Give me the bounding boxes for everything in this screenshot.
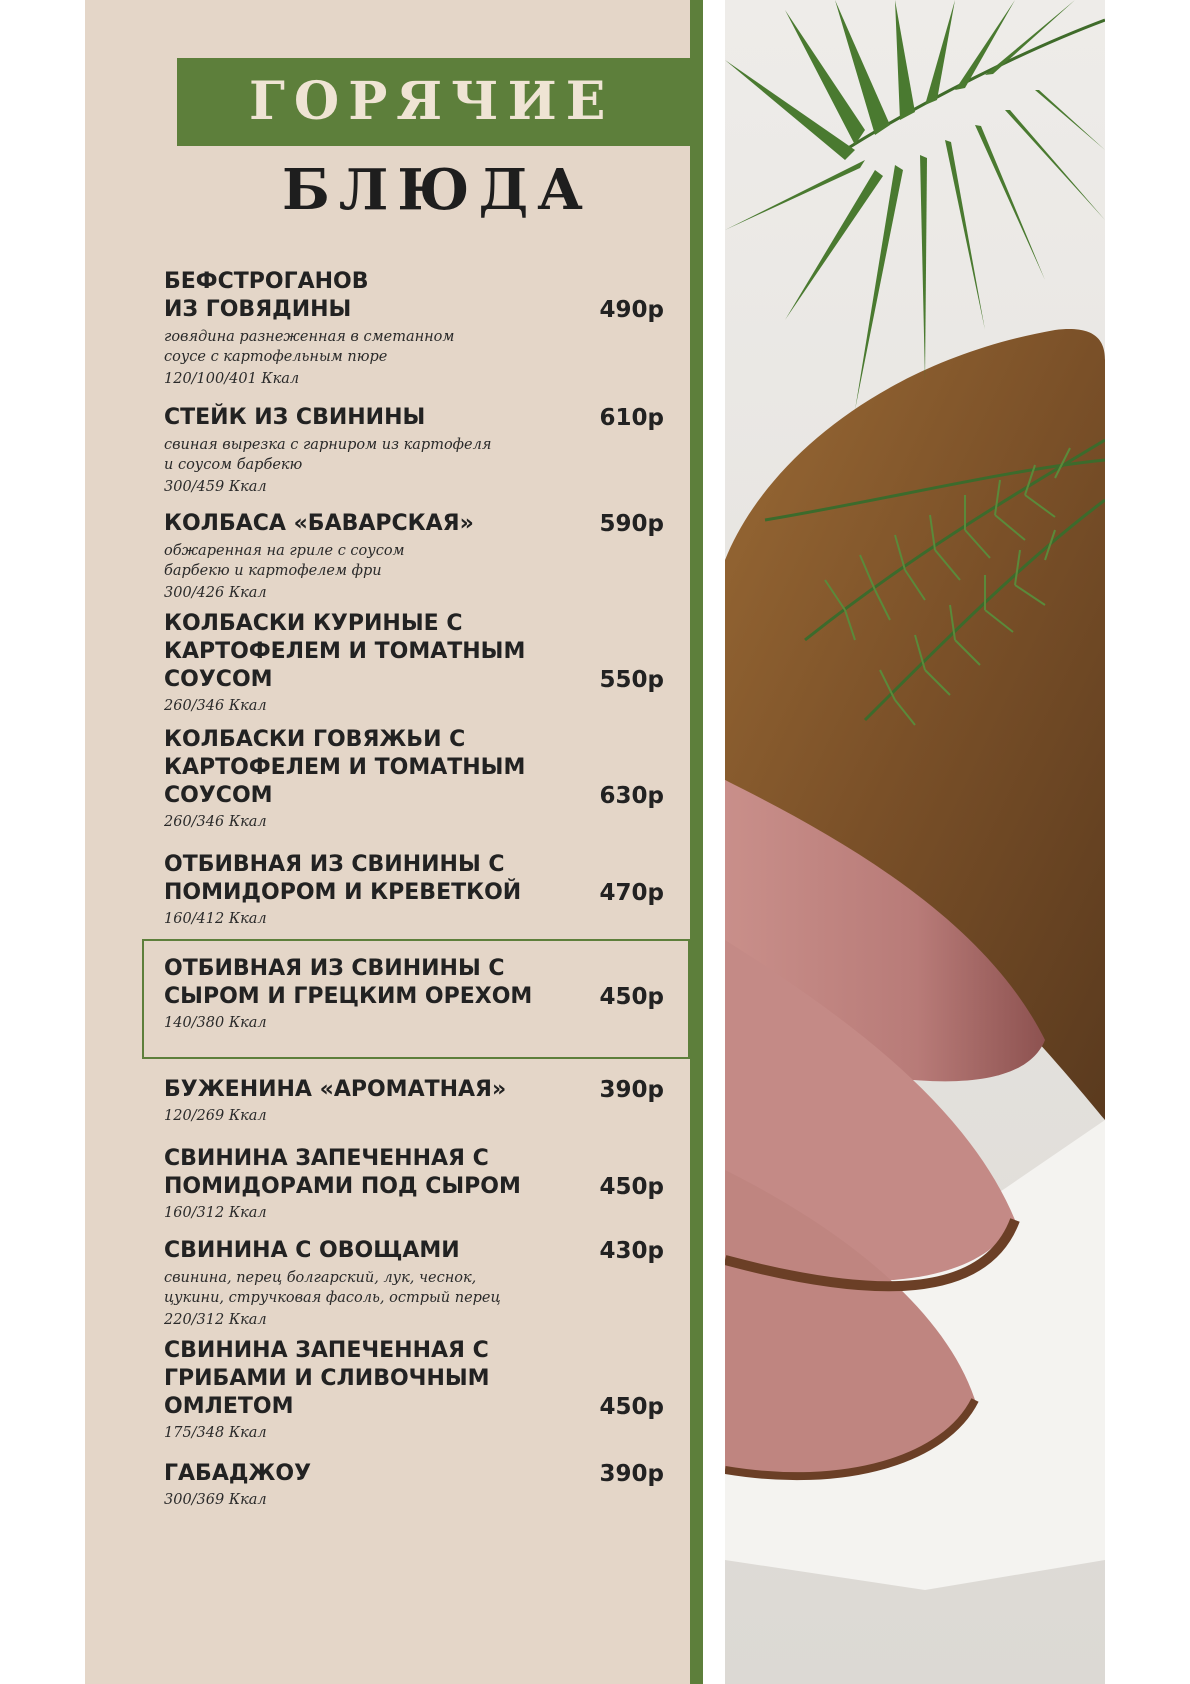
item-price: 450р (599, 1174, 664, 1200)
menu-item (164, 510, 664, 603)
menu-item (164, 610, 664, 716)
item-price: 550р (599, 667, 664, 693)
menu-item-highlighted (164, 955, 664, 1033)
item-price: 450р (599, 984, 664, 1010)
menu-item (164, 1460, 664, 1510)
item-description: говядина разнеженная в сметанном соусе с картофельным пюре (164, 329, 455, 365)
menu-item (164, 404, 664, 497)
menu-item (164, 1145, 664, 1223)
item-name: ОТБИВНАЯ ИЗ СВИНИНЫ С ПОМИДОРОМ И КРЕВЕТКОЙ (164, 852, 522, 905)
menu-item (164, 726, 664, 832)
item-price: 610р (599, 405, 664, 431)
item-kcal: 120/269 Ккал (164, 1108, 267, 1124)
item-description: свиная вырезка с гарниром из картофеля и соусом барбекю (164, 437, 492, 473)
item-kcal: 220/312 Ккал (164, 1312, 267, 1328)
item-kcal: 160/412 Ккал (164, 911, 267, 927)
item-price: 630р (599, 783, 664, 809)
roast-meat-photo (725, 0, 1105, 1684)
menu-item (164, 1337, 664, 1443)
item-kcal: 175/348 Ккал (164, 1425, 267, 1441)
item-name: СВИНИНА С ОВОЩАМИ (164, 1238, 460, 1263)
green-divider (690, 0, 703, 1684)
item-name: СТЕЙК ИЗ СВИНИНЫ (164, 405, 426, 430)
item-name: БУЖЕНИНА «АРОМАТНАЯ» (164, 1077, 507, 1102)
item-kcal: 120/100/401 Ккал (164, 371, 300, 387)
item-name: КОЛБАСА «БАВАРСКАЯ» (164, 511, 474, 536)
item-price: 390р (599, 1077, 664, 1103)
menu-item (164, 268, 664, 389)
item-kcal: 260/346 Ккал (164, 814, 267, 830)
item-price: 430р (599, 1238, 664, 1264)
item-kcal: 160/312 Ккал (164, 1205, 267, 1221)
item-name: КОЛБАСКИ КУРИНЫЕ С КАРТОФЕЛЕМ И ТОМАТНЫМ СОУСОМ (164, 611, 526, 692)
item-price: 450р (599, 1394, 664, 1420)
item-description: обжаренная на гриле с соусом барбекю и картофелем фри (164, 543, 405, 579)
item-name: БЕФСТРОГАНОВ ИЗ ГОВЯДИНЫ (164, 269, 369, 322)
item-price: 490р (599, 297, 664, 323)
menu-item (164, 1237, 664, 1330)
item-name: ГАБАДЖОУ (164, 1461, 312, 1486)
item-price: 390р (599, 1461, 664, 1487)
item-kcal: 260/346 Ккал (164, 698, 267, 714)
menu-item (164, 1076, 664, 1126)
page-title-line1: ГОРЯЧИЕ (249, 71, 615, 132)
item-name: КОЛБАСКИ ГОВЯЖЬИ С КАРТОФЕЛЕМ И ТОМАТНЫМ СОУСОМ (164, 727, 526, 808)
item-price: 590р (599, 511, 664, 537)
item-name: ОТБИВНАЯ ИЗ СВИНИНЫ С СЫРОМ И ГРЕЦКИМ ОРЕХОМ (164, 956, 533, 1009)
item-description: свинина, перец болгарский, лук, чеснок, цукини, стручковая фасоль, острый перец (164, 1270, 501, 1306)
item-name: СВИНИНА ЗАПЕЧЕННАЯ С ПОМИДОРАМИ ПОД СЫРОМ (164, 1146, 521, 1199)
item-kcal: 300/459 Ккал (164, 479, 267, 495)
item-price: 470р (599, 880, 664, 906)
menu-item (164, 851, 664, 929)
page-title-line2: БЛЮДА (282, 157, 592, 223)
item-kcal: 140/380 Ккал (164, 1015, 267, 1031)
item-name: СВИНИНА ЗАПЕЧЕННАЯ С ГРИБАМИ И СЛИВОЧНЫМ ОМЛЕТОМ (164, 1338, 490, 1419)
item-kcal: 300/369 Ккал (164, 1492, 267, 1508)
item-kcal: 300/426 Ккал (164, 585, 267, 601)
